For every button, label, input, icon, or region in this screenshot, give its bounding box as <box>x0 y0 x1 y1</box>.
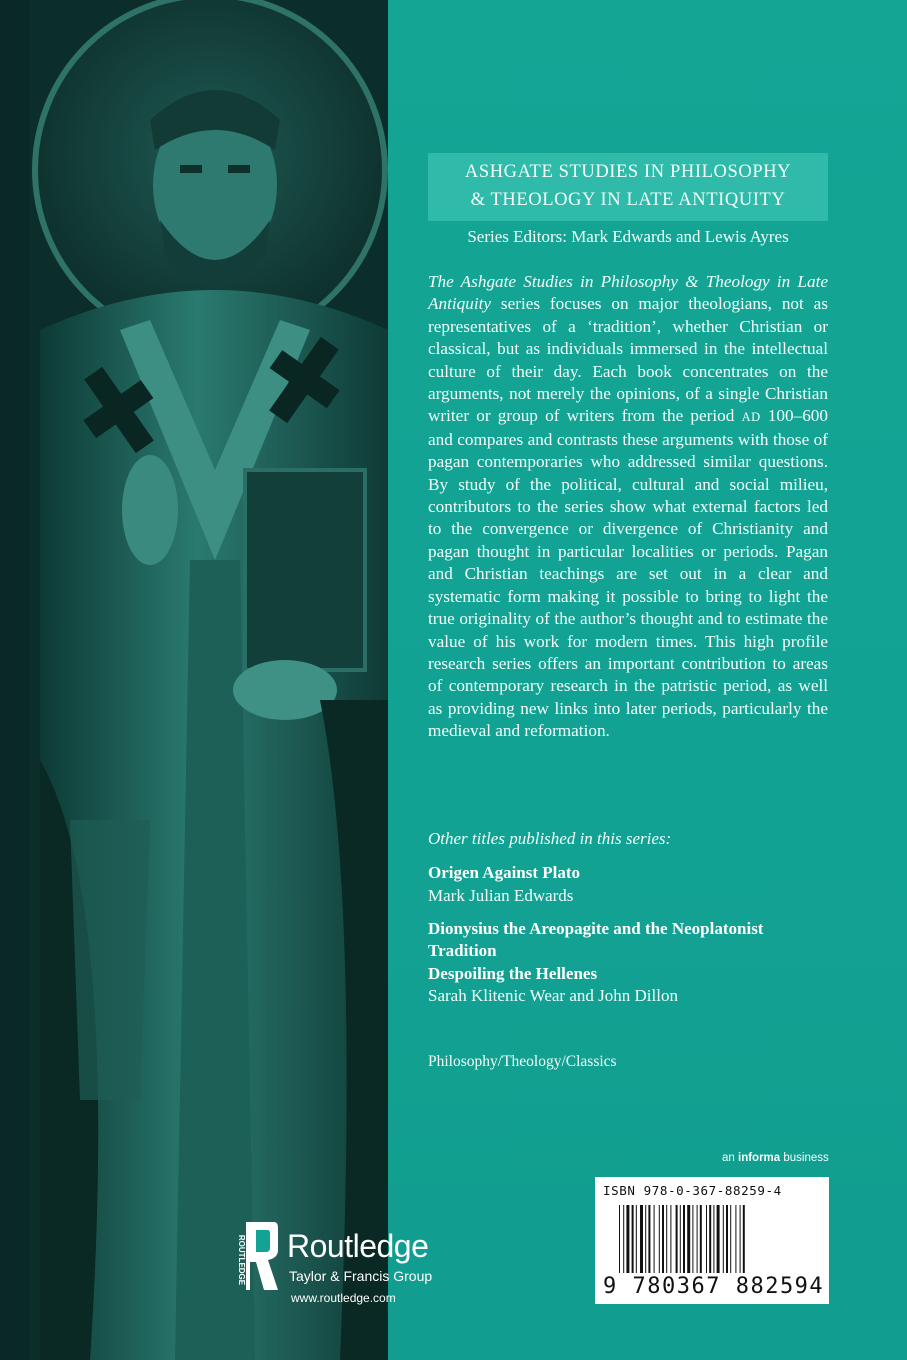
isbn-barcode <box>595 1177 829 1304</box>
barcode-bar <box>697 1205 698 1273</box>
logo-vertical-text: ROUTLEDGE <box>237 1234 246 1286</box>
other-title-3: Despoiling the Hellenes <box>428 964 598 983</box>
barcode-bar <box>717 1205 720 1273</box>
barcode-bar <box>659 1205 660 1273</box>
series-description <box>428 271 828 743</box>
barcode-bar <box>713 1205 714 1273</box>
publisher-url[interactable]: www.routledge.com <box>291 1291 396 1305</box>
barcode-bars <box>619 1205 809 1273</box>
barcode-bar <box>648 1205 650 1273</box>
barcode-bar <box>619 1205 620 1273</box>
informa-business-tag <box>722 1152 829 1164</box>
isbn-number: 9 780367 882594 <box>603 1274 825 1299</box>
description-text-part1: series focuses on major theologians, not as representatives of a ‘tradition’, whether Christian or classical, but as individuals immersed in the intellectual culture of their day. Each book concentrates on the arguments, not merely the opinions, of a single Christian writer or group of writers from the period <box>428 294 828 426</box>
barcode-bar <box>735 1205 736 1273</box>
informa-prefix: an <box>722 1152 738 1164</box>
other-title-1-author: Mark Julian Edwards <box>428 886 574 905</box>
series-title-line2: & THEOLOGY IN LATE ANTIQUITY <box>470 190 786 210</box>
description-era: AD <box>741 410 761 425</box>
other-titles-heading: Other titles published in this series: <box>428 829 672 848</box>
barcode-bar <box>623 1205 624 1273</box>
book <box>245 470 365 670</box>
barcode-bar <box>683 1205 685 1273</box>
barcode-bar <box>676 1205 678 1273</box>
barcode-bar <box>636 1205 637 1273</box>
barcode-bar <box>632 1205 634 1273</box>
barcode-bar <box>654 1205 655 1273</box>
barcode-bar <box>640 1205 643 1273</box>
informa-suffix: business <box>780 1152 829 1164</box>
barcode-bar <box>680 1205 681 1273</box>
other-title-3-author: Sarah Klitenic Wear and John Dillon <box>428 986 678 1005</box>
barcode-bar <box>709 1205 711 1273</box>
barcode-bar <box>645 1205 646 1273</box>
series-editors: Series Editors: Mark Edwards and Lewis Ayres <box>467 227 789 246</box>
barcode-bar <box>723 1205 724 1273</box>
barcode-bar <box>740 1205 741 1273</box>
barcode-bar <box>743 1205 745 1273</box>
publisher-group: Taylor & Francis Group <box>289 1268 433 1284</box>
other-title-1: Origen Against Plato <box>428 863 581 882</box>
series-title-box <box>428 153 828 221</box>
barcode-bar <box>730 1205 731 1273</box>
routledge-logo <box>228 1220 280 1297</box>
barcode-bar <box>706 1205 707 1273</box>
barcode-bar <box>700 1205 702 1273</box>
publisher-name: Routledge <box>287 1228 429 1264</box>
barcode-bar <box>692 1205 693 1273</box>
barcode-bar <box>670 1205 671 1273</box>
description-italic-lead: The Ashgate Studies in Philosophy & Theology in Late Antiquity <box>428 272 828 314</box>
description-text-part2: 100–600 and compares and contrasts these arguments with those of pagan contemporaries who addressed similar questions. By study of the political, cultural and social milieu, contributors to the series show what external factors led to the convergence or divergence of Christianity and pagan thought in particular localities or periods. Pagan and Christian teachings are set out in a clear and systematic form making it possible to bring to light the true originality of the author’s thought and to estimate the value of his work for modern times. This high profile research series offers an important contribution to areas of contemporary research in the patristic period, as well as providing new links into later periods, particularly the medieval and reformation. <box>428 406 828 741</box>
informa-brand: informa <box>738 1152 781 1164</box>
barcode-bar <box>666 1205 667 1273</box>
barcode-bar <box>626 1205 629 1273</box>
barcode-bar <box>726 1205 728 1273</box>
other-title-2: Dionysius the Areopagite and the Neoplatonist Tradition <box>428 919 764 960</box>
barcode-bar <box>687 1205 690 1273</box>
series-title-line1: ASHGATE STUDIES IN PHILOSOPHY <box>464 162 792 182</box>
cover-mosaic-image <box>0 0 388 1360</box>
barcode-bar <box>662 1205 664 1273</box>
subject-category: Philosophy/Theology/Classics <box>428 1053 617 1070</box>
isbn-label: ISBN 978-0-367-88259-4 <box>603 1183 782 1198</box>
